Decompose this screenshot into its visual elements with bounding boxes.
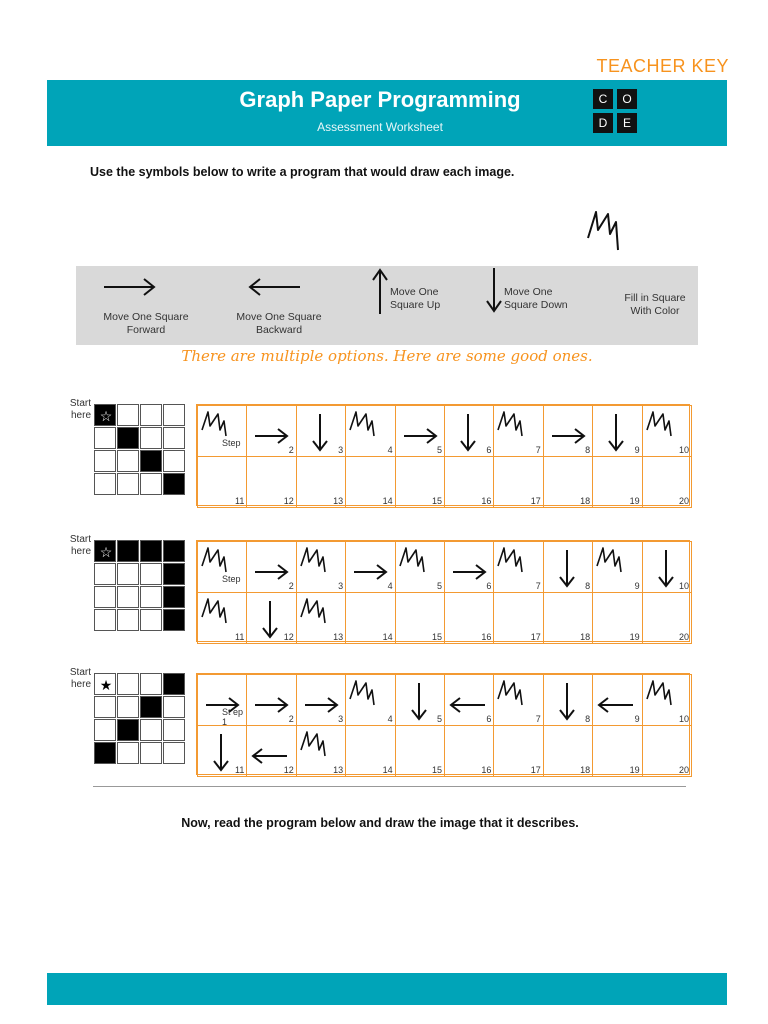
step-number: 6 <box>486 445 492 455</box>
step-number: 5 <box>436 445 442 455</box>
grid-cell <box>117 586 139 608</box>
step-number: 6 <box>486 581 492 591</box>
program-step-cell <box>642 541 692 593</box>
step-number: 3 <box>338 445 344 455</box>
grid-cell <box>117 609 139 631</box>
logo-letter-o: O <box>617 89 637 109</box>
program-step-cell <box>395 541 445 593</box>
program-step-cell <box>395 456 445 508</box>
start-here-label: Start here <box>69 667 91 690</box>
program-step-cell <box>543 725 593 777</box>
program-step-cell <box>642 456 692 508</box>
right-arrow-icon <box>544 406 590 452</box>
step-number: 2 <box>288 445 294 455</box>
program-step-cell <box>345 725 395 777</box>
step-number: 3 <box>338 714 344 724</box>
grid-cell <box>140 473 162 495</box>
program-step-cell <box>395 725 445 777</box>
star-icon: ★ <box>99 677 113 693</box>
step-number: 5 <box>436 714 442 724</box>
right-arrow-icon <box>445 542 491 588</box>
step-number: 2 <box>288 714 294 724</box>
grid-cell <box>163 563 185 585</box>
program-step-cell <box>197 456 247 508</box>
program-step-cell <box>642 405 692 457</box>
grid-cell <box>117 563 139 585</box>
down-arrow-icon <box>484 266 504 316</box>
down-arrow-icon <box>445 406 491 452</box>
grid-cell <box>117 540 139 562</box>
step-number: 20 <box>678 496 689 506</box>
grid-cell <box>140 450 162 472</box>
grid-cell <box>94 673 116 695</box>
program-step-cell <box>345 592 395 644</box>
program-step-cell <box>296 456 346 508</box>
step-label: Step <box>222 574 241 584</box>
left-arrow-icon <box>593 675 639 721</box>
fill-scribble-icon <box>346 406 392 452</box>
step-number: 11 <box>235 632 245 642</box>
program-step-cell <box>246 725 296 777</box>
step-number: 5 <box>436 581 442 591</box>
logo-letter-d: D <box>593 113 613 133</box>
program-step-cell <box>543 592 593 644</box>
right-arrow-icon <box>396 406 442 452</box>
program-step-cell <box>246 456 296 508</box>
grid-cell <box>117 719 139 741</box>
step-number: 10 <box>678 714 689 724</box>
grid-cell <box>163 673 185 695</box>
grid-cell <box>163 473 185 495</box>
step-number: 6 <box>486 714 492 724</box>
fill-scribble-icon <box>494 542 540 588</box>
program-step-cell <box>493 725 543 777</box>
grid-cell <box>163 586 185 608</box>
step-number: 10 <box>678 445 689 455</box>
program-table <box>196 673 690 775</box>
right-arrow-icon <box>102 276 158 298</box>
fill-scribble-icon <box>494 675 540 721</box>
star-icon: ☆ <box>99 544 113 560</box>
program-step-cell <box>197 405 247 457</box>
start-here-label: Start here <box>69 398 91 421</box>
step-number: 14 <box>382 632 393 642</box>
fill-scribble-icon <box>396 542 442 588</box>
legend-label-down: Move One Square Down <box>504 286 568 311</box>
legend-label-up: Move One Square Up <box>390 286 441 311</box>
program-step-cell <box>592 725 642 777</box>
program-step-cell <box>197 725 247 777</box>
legend-label-fill: Fill in Square With Color <box>624 292 686 317</box>
teacher-note: There are multiple options. Here are some good ones. <box>181 347 593 365</box>
program-step-cell <box>345 674 395 726</box>
program-step-cell <box>592 541 642 593</box>
program-step-cell <box>592 405 642 457</box>
page-title: Graph Paper Programming <box>239 87 521 112</box>
step-label: Step <box>222 438 241 448</box>
grid-cell <box>163 609 185 631</box>
grid-cell <box>117 473 139 495</box>
grid-cell <box>94 404 116 426</box>
step-number: 16 <box>481 632 492 642</box>
footer-band <box>47 973 727 1005</box>
step-number: 16 <box>481 765 492 775</box>
program-step-cell <box>444 405 494 457</box>
program-step-cell <box>493 541 543 593</box>
step-number: 7 <box>535 581 541 591</box>
step-number: 19 <box>629 632 640 642</box>
fill-scribble-icon <box>593 542 639 588</box>
step-number: 7 <box>535 714 541 724</box>
program-step-cell <box>592 592 642 644</box>
step-number: 3 <box>338 581 344 591</box>
program-step-cell <box>444 725 494 777</box>
step-number: 8 <box>585 445 591 455</box>
program-step-cell <box>642 725 692 777</box>
down-arrow-icon <box>297 406 343 452</box>
program-step-cell <box>543 456 593 508</box>
program-table <box>196 404 690 506</box>
step-number: 11 <box>235 496 245 506</box>
logo-letter-e: E <box>617 113 637 133</box>
star-icon: ☆ <box>99 408 113 424</box>
step-number: 9 <box>634 445 640 455</box>
program-step-cell <box>543 674 593 726</box>
step-number: 12 <box>283 765 294 775</box>
drawing-grid <box>94 404 186 496</box>
grid-cell <box>140 563 162 585</box>
program-step-cell <box>493 405 543 457</box>
grid-cell <box>94 742 116 764</box>
program-step-cell <box>197 541 247 593</box>
program-step-cell <box>296 541 346 593</box>
divider <box>93 786 686 787</box>
grid-cell <box>94 427 116 449</box>
program-step-cell <box>444 456 494 508</box>
grid-cell <box>117 427 139 449</box>
legend-label-backward: Move One Square Backward <box>236 311 322 336</box>
step-number: 14 <box>382 765 393 775</box>
grid-cell <box>163 696 185 718</box>
step-number: 20 <box>678 765 689 775</box>
step-number: 17 <box>530 496 541 506</box>
step-number: 18 <box>580 765 591 775</box>
grid-cell <box>163 404 185 426</box>
grid-cell <box>117 742 139 764</box>
fill-scribble-icon <box>346 675 392 721</box>
grid-cell <box>117 404 139 426</box>
program-step-cell <box>444 541 494 593</box>
grid-cell <box>163 450 185 472</box>
program-step-cell <box>493 674 543 726</box>
page-subtitle: Assessment Worksheet <box>317 120 443 134</box>
instructions-1: Use the symbols below to write a program that would draw each image. <box>90 165 515 179</box>
step-number: 15 <box>431 496 442 506</box>
step-number: 13 <box>333 765 344 775</box>
program-step-cell <box>246 592 296 644</box>
symbol-legend <box>76 266 698 345</box>
step-number: 17 <box>530 765 541 775</box>
step-number: 9 <box>634 581 640 591</box>
step-number: 12 <box>283 496 294 506</box>
step-label: St ep 1 <box>222 707 244 727</box>
grid-cell <box>163 427 185 449</box>
program-step-cell <box>246 541 296 593</box>
step-number: 16 <box>481 496 492 506</box>
program-step-cell <box>296 674 346 726</box>
program-step-cell <box>493 456 543 508</box>
grid-cell <box>140 427 162 449</box>
step-number: 9 <box>634 714 640 724</box>
step-number: 13 <box>333 632 344 642</box>
program-step-cell <box>592 674 642 726</box>
step-number: 18 <box>580 496 591 506</box>
program-step-cell <box>493 592 543 644</box>
step-number: 17 <box>530 632 541 642</box>
grid-cell <box>163 719 185 741</box>
program-step-cell <box>642 674 692 726</box>
program-step-cell <box>444 674 494 726</box>
program-step-cell <box>642 592 692 644</box>
grid-cell <box>163 742 185 764</box>
program-step-cell <box>543 541 593 593</box>
down-arrow-icon <box>544 542 590 588</box>
program-table <box>196 540 690 642</box>
grid-cell <box>94 696 116 718</box>
step-number: 11 <box>235 765 245 775</box>
grid-cell <box>140 742 162 764</box>
grid-cell <box>140 404 162 426</box>
program-step-cell <box>246 674 296 726</box>
step-number: 13 <box>333 496 344 506</box>
program-step-cell <box>395 674 445 726</box>
program-step-cell <box>197 592 247 644</box>
grid-cell <box>94 719 116 741</box>
grid-cell <box>140 586 162 608</box>
down-arrow-icon <box>544 675 590 721</box>
right-arrow-icon <box>247 675 293 721</box>
grid-cell <box>117 450 139 472</box>
code-logo <box>593 89 639 135</box>
down-arrow-icon <box>593 406 639 452</box>
fill-scribble-icon <box>582 204 626 254</box>
logo-letter-c: C <box>593 89 613 109</box>
right-arrow-icon <box>247 406 293 452</box>
program-step-cell <box>345 456 395 508</box>
grid-cell <box>117 696 139 718</box>
program-step-cell <box>592 456 642 508</box>
drawing-grid <box>94 673 186 765</box>
grid-cell <box>140 719 162 741</box>
program-step-cell <box>345 541 395 593</box>
grid-cell <box>94 473 116 495</box>
grid-cell <box>140 673 162 695</box>
step-number: 12 <box>283 632 294 642</box>
grid-cell <box>140 609 162 631</box>
grid-cell <box>140 540 162 562</box>
grid-cell <box>94 540 116 562</box>
program-step-cell <box>246 405 296 457</box>
program-step-cell <box>296 405 346 457</box>
drawing-grid <box>94 540 186 632</box>
step-number: 15 <box>431 632 442 642</box>
program-step-cell <box>444 592 494 644</box>
program-step-cell <box>296 592 346 644</box>
step-number: 18 <box>580 632 591 642</box>
step-number: 4 <box>387 714 393 724</box>
legend-label-forward: Move One Square Forward <box>103 311 189 336</box>
up-arrow-icon <box>370 266 390 316</box>
program-step-cell <box>395 592 445 644</box>
down-arrow-icon <box>396 675 442 721</box>
step-number: 19 <box>629 765 640 775</box>
instructions-2: Now, read the program below and draw the image that it describes. <box>181 816 579 830</box>
right-arrow-icon <box>297 675 343 721</box>
step-number: 7 <box>535 445 541 455</box>
program-step-cell <box>296 725 346 777</box>
left-arrow-icon <box>246 276 302 298</box>
step-number: 4 <box>387 445 393 455</box>
step-number: 20 <box>678 632 689 642</box>
grid-cell <box>94 563 116 585</box>
step-number: 10 <box>678 581 689 591</box>
step-number: 14 <box>382 496 393 506</box>
step-number: 8 <box>585 714 591 724</box>
grid-cell <box>140 696 162 718</box>
grid-cell <box>94 450 116 472</box>
step-number: 15 <box>431 765 442 775</box>
step-number: 4 <box>387 581 393 591</box>
right-arrow-icon <box>346 542 392 588</box>
step-number: 19 <box>629 496 640 506</box>
program-step-cell <box>395 405 445 457</box>
right-arrow-icon <box>247 542 293 588</box>
grid-cell <box>117 673 139 695</box>
program-step-cell <box>197 674 247 726</box>
step-number: 8 <box>585 581 591 591</box>
grid-cell <box>94 609 116 631</box>
teacher-key-label: TEACHER KEY <box>596 56 729 76</box>
grid-cell <box>94 586 116 608</box>
fill-scribble-icon <box>494 406 540 452</box>
fill-scribble-icon <box>297 542 343 588</box>
grid-cell <box>163 540 185 562</box>
program-step-cell <box>543 405 593 457</box>
program-step-cell <box>345 405 395 457</box>
left-arrow-icon <box>445 675 491 721</box>
step-number: 2 <box>288 581 294 591</box>
start-here-label: Start here <box>69 534 91 557</box>
